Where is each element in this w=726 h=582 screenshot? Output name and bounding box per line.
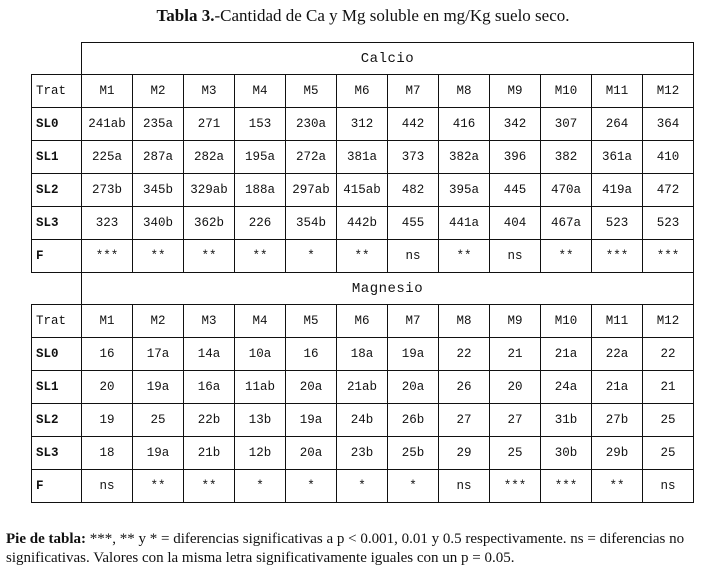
table-cell: 442b xyxy=(337,207,388,240)
calcio-header-row xyxy=(32,75,694,108)
table-cell: 18a xyxy=(337,338,388,371)
column-header: M10 xyxy=(541,75,592,108)
blank-cell xyxy=(32,273,82,305)
column-header: M1 xyxy=(82,305,133,338)
row-label: SL3 xyxy=(32,437,82,470)
table-cell: 235a xyxy=(133,108,184,141)
table-cell: 264 xyxy=(592,108,643,141)
table-cell: 10a xyxy=(235,338,286,371)
table-cell: ** xyxy=(133,470,184,503)
column-header: M12 xyxy=(643,75,694,108)
calcio-section-title: Calcio xyxy=(82,43,694,75)
table-cell: 24b xyxy=(337,404,388,437)
table-cell: 153 xyxy=(235,108,286,141)
table-cell: ns xyxy=(643,470,694,503)
table-cell: 362b xyxy=(184,207,235,240)
footnote-label: Pie de tabla: xyxy=(6,531,86,547)
table-cell: 273b xyxy=(82,174,133,207)
table-cell: 12b xyxy=(235,437,286,470)
table-cell: 282a xyxy=(184,141,235,174)
table-cell: 21 xyxy=(490,338,541,371)
table-cell: 26b xyxy=(388,404,439,437)
table-row xyxy=(32,108,694,141)
table-cell: 445 xyxy=(490,174,541,207)
table-cell: 25 xyxy=(643,437,694,470)
table-cell: ** xyxy=(592,470,643,503)
table-cell: 25 xyxy=(133,404,184,437)
column-header: M2 xyxy=(133,75,184,108)
table-cell: 19a xyxy=(133,371,184,404)
table-cell: ** xyxy=(541,240,592,273)
table-cell: 22a xyxy=(592,338,643,371)
column-header: M11 xyxy=(592,305,643,338)
table-cell: 226 xyxy=(235,207,286,240)
row-label: F xyxy=(32,470,82,503)
table-cell: 29b xyxy=(592,437,643,470)
corner-label: Trat xyxy=(32,305,82,338)
table-cell: *** xyxy=(592,240,643,273)
row-label: SL1 xyxy=(32,141,82,174)
table-cell: 21a xyxy=(592,371,643,404)
column-header: M11 xyxy=(592,75,643,108)
table-cell: 18 xyxy=(82,437,133,470)
table-row xyxy=(32,240,694,273)
table-cell: ** xyxy=(184,240,235,273)
table-cell: 27 xyxy=(439,404,490,437)
table-cell: 26 xyxy=(439,371,490,404)
table-cell: 287a xyxy=(133,141,184,174)
column-header: M10 xyxy=(541,305,592,338)
table-cell: 329ab xyxy=(184,174,235,207)
table-cell: 523 xyxy=(592,207,643,240)
column-header: M6 xyxy=(337,305,388,338)
table-cell: 22b xyxy=(184,404,235,437)
table-cell: 382 xyxy=(541,141,592,174)
table-cell: 482 xyxy=(388,174,439,207)
column-header: M2 xyxy=(133,305,184,338)
table-cell: ns xyxy=(388,240,439,273)
table-cell: 381a xyxy=(337,141,388,174)
table-cell: ** xyxy=(337,240,388,273)
table-cell: 19a xyxy=(133,437,184,470)
table-cell: 16a xyxy=(184,371,235,404)
table-cell: 195a xyxy=(235,141,286,174)
table-cell: *** xyxy=(541,470,592,503)
row-label: SL0 xyxy=(32,338,82,371)
row-label: SL2 xyxy=(32,404,82,437)
table-cell: 312 xyxy=(337,108,388,141)
table-cell: 441a xyxy=(439,207,490,240)
table-cell: 395a xyxy=(439,174,490,207)
table-cell: 230a xyxy=(286,108,337,141)
column-header: M9 xyxy=(490,75,541,108)
data-table xyxy=(31,42,694,503)
table-cell: 271 xyxy=(184,108,235,141)
table-cell: 16 xyxy=(82,338,133,371)
column-header: M3 xyxy=(184,75,235,108)
table-cell: 297ab xyxy=(286,174,337,207)
column-header: M6 xyxy=(337,75,388,108)
table-title xyxy=(0,6,726,26)
table-cell: 21b xyxy=(184,437,235,470)
table-cell: ** xyxy=(184,470,235,503)
table-cell: 25 xyxy=(490,437,541,470)
table-cell: 20 xyxy=(82,371,133,404)
table-cell: 419a xyxy=(592,174,643,207)
table-cell: 470a xyxy=(541,174,592,207)
column-header: M9 xyxy=(490,305,541,338)
table-cell: 396 xyxy=(490,141,541,174)
row-label: F xyxy=(32,240,82,273)
table-cell: *** xyxy=(643,240,694,273)
table-cell: *** xyxy=(490,470,541,503)
magnesio-header-row xyxy=(32,305,694,338)
column-header: M12 xyxy=(643,305,694,338)
table-cell: ns xyxy=(82,470,133,503)
table-cell: *** xyxy=(82,240,133,273)
calcio-section-row xyxy=(32,43,694,75)
table-cell: 20a xyxy=(388,371,439,404)
column-header: M1 xyxy=(82,75,133,108)
table-cell: 16 xyxy=(286,338,337,371)
table-cell: * xyxy=(286,240,337,273)
table-cell: 11ab xyxy=(235,371,286,404)
table-cell: 323 xyxy=(82,207,133,240)
column-header: M5 xyxy=(286,75,337,108)
table-cell: 22 xyxy=(439,338,490,371)
table-cell: 340b xyxy=(133,207,184,240)
table-cell: 21a xyxy=(541,338,592,371)
table-caption: -Cantidad de Ca y Mg soluble en mg/Kg suelo seco. xyxy=(214,6,570,25)
row-label: SL1 xyxy=(32,371,82,404)
table-cell: * xyxy=(337,470,388,503)
column-header: M3 xyxy=(184,305,235,338)
table-cell: 13b xyxy=(235,404,286,437)
table-cell: 342 xyxy=(490,108,541,141)
table-cell: 404 xyxy=(490,207,541,240)
table-cell: 21ab xyxy=(337,371,388,404)
table-row xyxy=(32,141,694,174)
table-cell: ** xyxy=(439,240,490,273)
table-row xyxy=(32,174,694,207)
row-label: SL0 xyxy=(32,108,82,141)
table-cell: ns xyxy=(439,470,490,503)
table-cell: 22 xyxy=(643,338,694,371)
table-cell: 24a xyxy=(541,371,592,404)
table-cell: 17a xyxy=(133,338,184,371)
table-row xyxy=(32,371,694,404)
table-cell: 225a xyxy=(82,141,133,174)
table-cell: 455 xyxy=(388,207,439,240)
column-header: M8 xyxy=(439,305,490,338)
table-cell: 307 xyxy=(541,108,592,141)
table-cell: ** xyxy=(235,240,286,273)
table-cell: 241ab xyxy=(82,108,133,141)
table-cell: 345b xyxy=(133,174,184,207)
table-cell: 27b xyxy=(592,404,643,437)
table-cell: 25 xyxy=(643,404,694,437)
table-cell: 373 xyxy=(388,141,439,174)
column-header: M5 xyxy=(286,305,337,338)
row-label: SL2 xyxy=(32,174,82,207)
table-cell: * xyxy=(388,470,439,503)
table-cell: 19a xyxy=(286,404,337,437)
footnote-text: ***, ** y * = diferencias significativas a p < 0.001, 0.01 y 0.5 respectivamente. ns = diferencias no significativas. Valores con la misma letra significativamente iguales con un p = 0.05. xyxy=(6,531,685,566)
table-footnote xyxy=(6,530,724,568)
table-cell: 188a xyxy=(235,174,286,207)
table-cell: 354b xyxy=(286,207,337,240)
table-cell: 25b xyxy=(388,437,439,470)
table-cell: 472 xyxy=(643,174,694,207)
table-cell: 382a xyxy=(439,141,490,174)
table-cell: 416 xyxy=(439,108,490,141)
magnesio-section-title: Magnesio xyxy=(82,273,694,305)
table-cell: 14a xyxy=(184,338,235,371)
table-cell: 20a xyxy=(286,437,337,470)
table-cell: 415ab xyxy=(337,174,388,207)
table-cell: 23b xyxy=(337,437,388,470)
table-cell: 30b xyxy=(541,437,592,470)
table-cell: * xyxy=(235,470,286,503)
table-cell: 19 xyxy=(82,404,133,437)
table-cell: ** xyxy=(133,240,184,273)
table-cell: 361a xyxy=(592,141,643,174)
table-cell: 272a xyxy=(286,141,337,174)
table-row xyxy=(32,207,694,240)
corner-label: Trat xyxy=(32,75,82,108)
table-cell: 20 xyxy=(490,371,541,404)
blank-cell xyxy=(32,43,82,75)
table-cell: 20a xyxy=(286,371,337,404)
table-cell: 31b xyxy=(541,404,592,437)
table-cell: 442 xyxy=(388,108,439,141)
magnesio-section-row xyxy=(32,273,694,305)
column-header: M4 xyxy=(235,305,286,338)
table-cell: 21 xyxy=(643,371,694,404)
table-cell: 27 xyxy=(490,404,541,437)
table-cell: 29 xyxy=(439,437,490,470)
table-cell: 467a xyxy=(541,207,592,240)
table-number: Tabla 3. xyxy=(156,6,215,25)
table-row xyxy=(32,470,694,503)
column-header: M8 xyxy=(439,75,490,108)
table-cell: 19a xyxy=(388,338,439,371)
table-cell: * xyxy=(286,470,337,503)
column-header: M4 xyxy=(235,75,286,108)
column-header: M7 xyxy=(388,75,439,108)
table-cell: 523 xyxy=(643,207,694,240)
table-row xyxy=(32,404,694,437)
table-cell: ns xyxy=(490,240,541,273)
table-cell: 410 xyxy=(643,141,694,174)
table-row xyxy=(32,437,694,470)
table-cell: 364 xyxy=(643,108,694,141)
row-label: SL3 xyxy=(32,207,82,240)
column-header: M7 xyxy=(388,305,439,338)
table-row xyxy=(32,338,694,371)
